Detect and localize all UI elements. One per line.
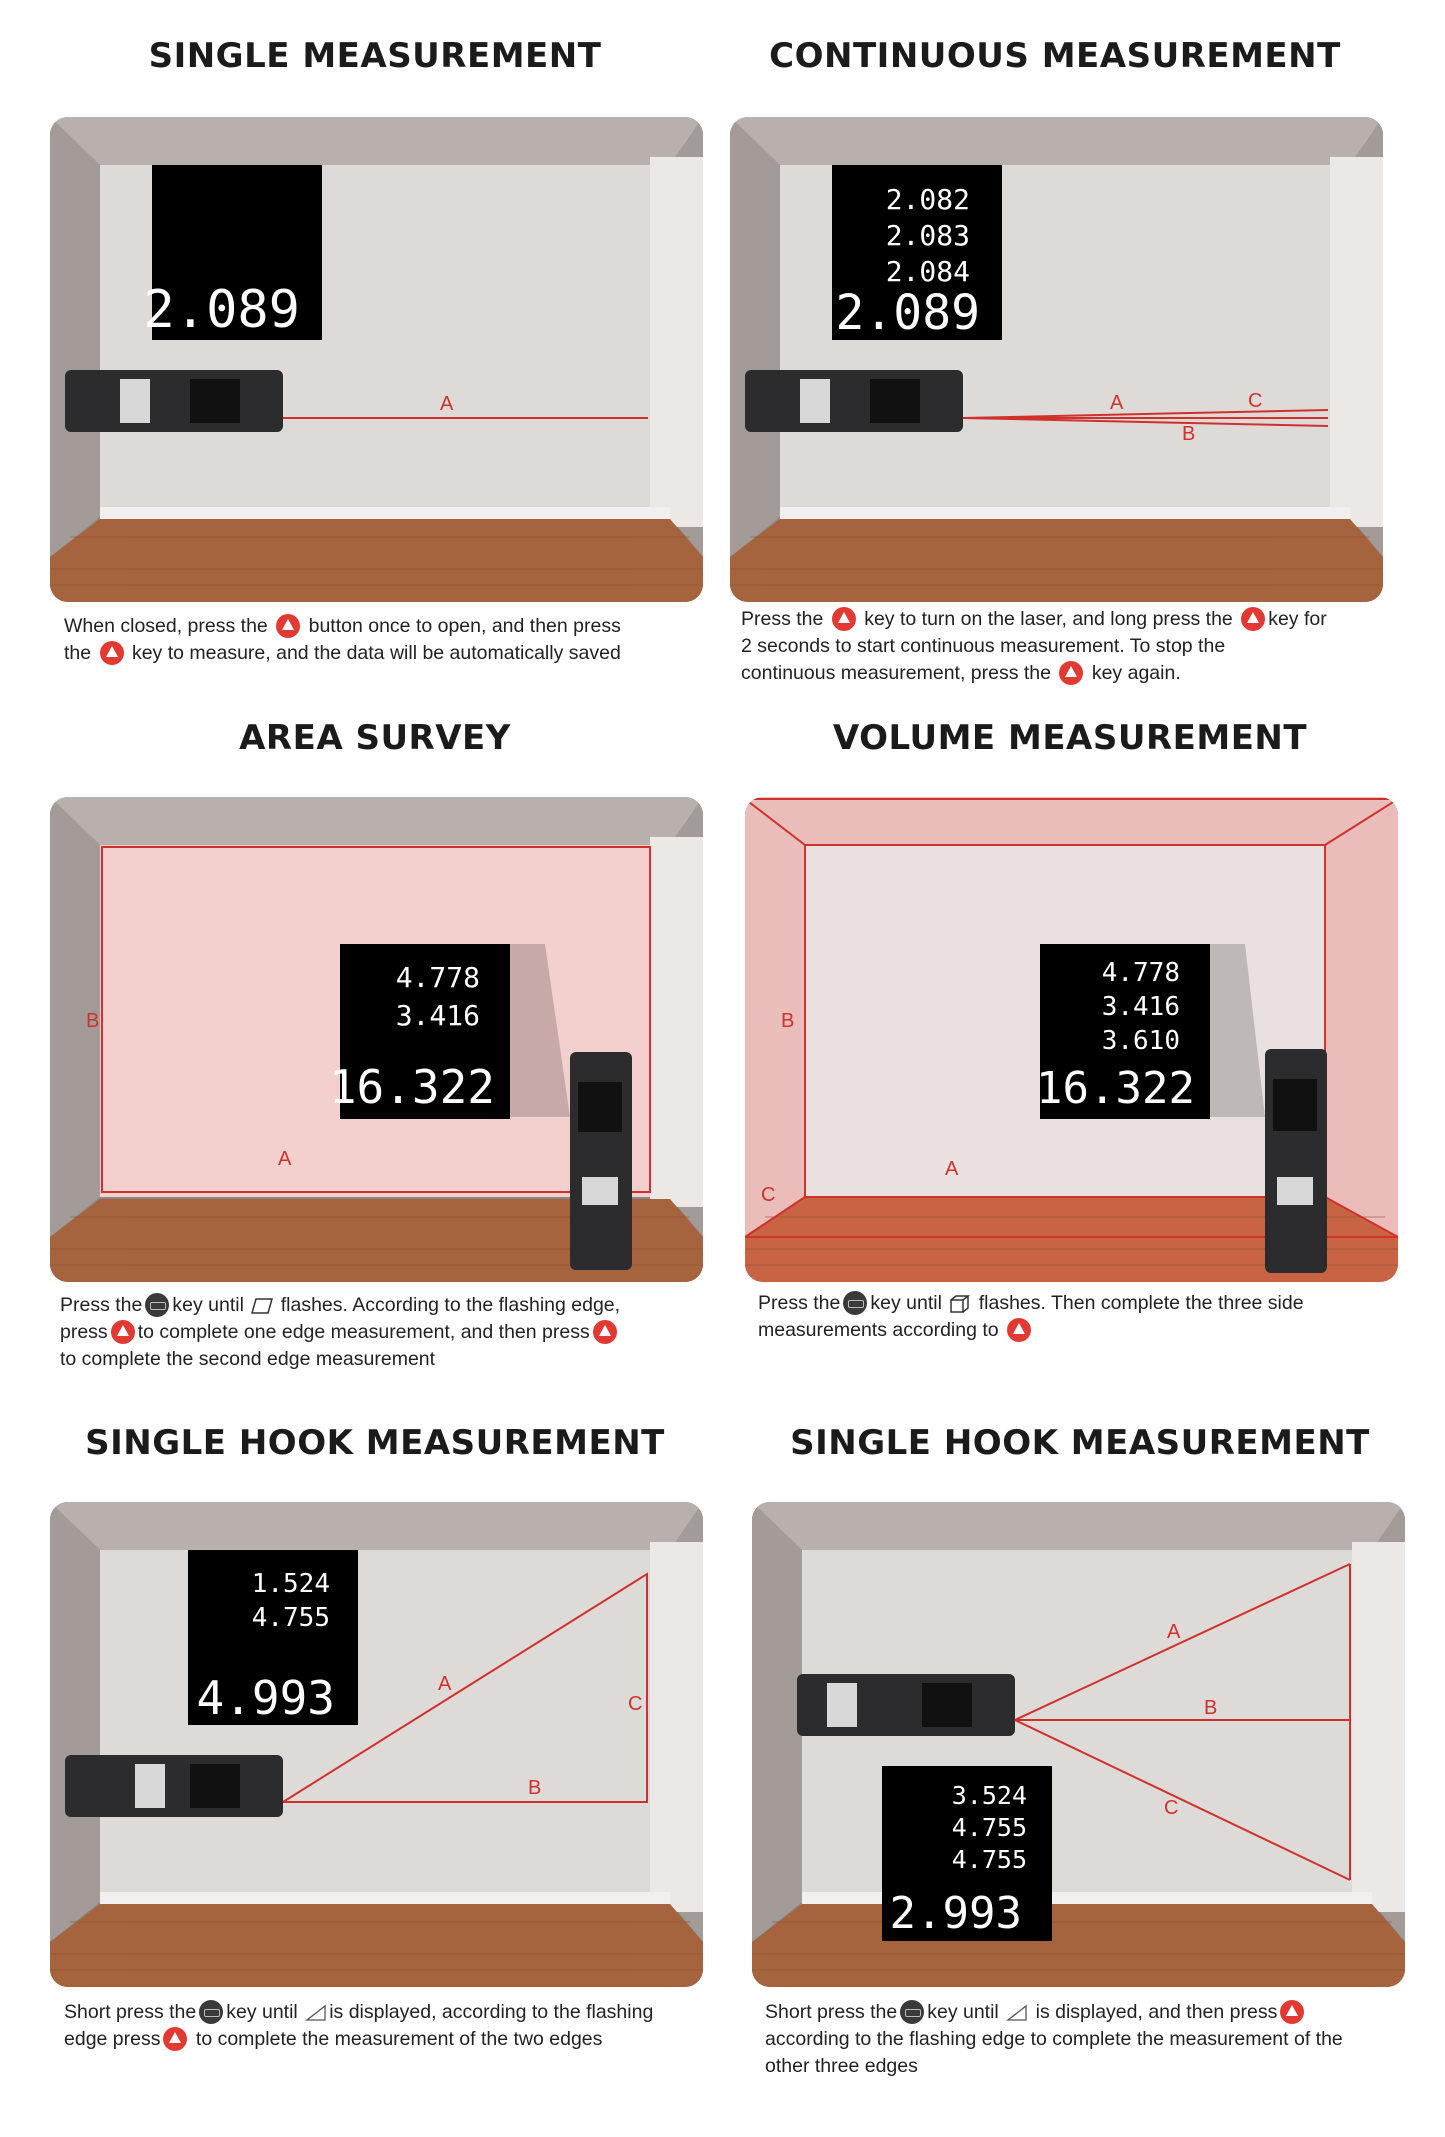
- caption-text: key until: [870, 1291, 948, 1314]
- edge-label-b: B: [528, 1777, 542, 1799]
- lcd-reading-3: 4.755: [951, 1845, 1027, 1874]
- lcd-reading-1: 3.524: [951, 1781, 1027, 1810]
- mode-key-icon: [145, 1293, 169, 1317]
- lcd-reading-main: 2.089: [835, 285, 980, 341]
- edge-label-b: B: [1204, 1697, 1218, 1719]
- caption-text: to complete the second edge measurement: [60, 1347, 436, 1370]
- illustration-volume: [745, 797, 1398, 1282]
- caption-text: 2 seconds to start continuous measurement. To stop the: [741, 634, 1226, 657]
- edge-label-c: C: [628, 1693, 643, 1715]
- caption-continuous-measurement: [741, 605, 1391, 686]
- caption-text: key to measure, and the data will be automatically saved: [126, 641, 621, 664]
- panel-title-volume-measurement: VOLUME MEASUREMENT: [832, 718, 1308, 758]
- caption-text: other three edges: [765, 2054, 918, 2077]
- caption-text: key for: [1268, 607, 1327, 630]
- lcd-reading-3: 2.084: [885, 255, 970, 288]
- caption-text: key until: [172, 1293, 250, 1316]
- caption-single-hook-two-edges: [64, 1998, 724, 2052]
- scene-area-survey: [50, 797, 703, 1282]
- measure-key-icon: [1007, 1318, 1031, 1342]
- lcd-reading-1: 4.778: [1101, 958, 1180, 988]
- scene-volume-measurement: [745, 797, 1398, 1282]
- lcd-reading-1: 1.524: [251, 1569, 330, 1599]
- measure-key-icon: [276, 614, 300, 638]
- scene-single-hook-two-edges: [50, 1502, 703, 1987]
- lcd-reading-main: 2.993: [889, 1888, 1022, 1939]
- mode-key-icon: [900, 2000, 924, 2024]
- measure-key-icon: [100, 641, 124, 665]
- caption-text: to complete one edge measurement, and then press: [137, 1320, 590, 1343]
- hook-mode-icon: [1004, 2001, 1030, 2023]
- edge-label-c: C: [761, 1184, 776, 1206]
- scene-single-hook-three-edges: [752, 1502, 1405, 1987]
- caption-text: Press the: [758, 1291, 841, 1314]
- caption-text: measurements according to: [758, 1318, 1005, 1341]
- caption-single-hook-three-edges: [765, 1998, 1415, 2079]
- illustration-area: [50, 797, 703, 1282]
- panel-title-single-hook-measurement-2: SINGLE HOOK MEASUREMENT: [790, 1423, 1370, 1463]
- caption-text: according to the flashing edge to complete the measurement of the: [765, 2027, 1343, 2050]
- edge-label-c: C: [1164, 1797, 1179, 1819]
- illustration-hook-three: [752, 1502, 1405, 1987]
- caption-text: to complete the measurement of the two edges: [190, 2027, 603, 2050]
- caption-text: edge press: [64, 2027, 161, 2050]
- panel-title-single-measurement: SINGLE MEASUREMENT: [148, 36, 602, 76]
- panel-title-single-hook-measurement: SINGLE HOOK MEASUREMENT: [85, 1423, 665, 1463]
- caption-text: is displayed, according to the flashing: [329, 2000, 654, 2023]
- lcd-reading-main: 16.322: [328, 1060, 495, 1114]
- caption-text: continuous measurement, press the: [741, 661, 1057, 684]
- lcd-reading-main: 4.993: [196, 1671, 335, 1725]
- caption-text: the: [64, 641, 97, 664]
- edge-label-b: B: [1182, 423, 1196, 445]
- measure-key-icon: [1059, 661, 1083, 685]
- edge-label-a: A: [440, 393, 454, 415]
- caption-volume-measurement: [758, 1289, 1398, 1343]
- caption-text: Short press the: [64, 2000, 197, 2023]
- edge-label-b: B: [781, 1010, 795, 1032]
- lcd-reading-2: 3.416: [395, 999, 480, 1032]
- illustration-single: [50, 117, 703, 602]
- edge-label-a: A: [1110, 392, 1124, 414]
- measure-key-icon: [1280, 2000, 1304, 2024]
- lcd-reading-2: 2.083: [885, 219, 970, 252]
- caption-text: is displayed, and then press: [1030, 2000, 1278, 2023]
- caption-text: key until: [927, 2000, 1005, 2023]
- hook-mode-icon: [303, 2001, 329, 2023]
- mode-key-icon: [843, 1291, 867, 1315]
- measure-key-icon: [593, 1320, 617, 1344]
- caption-text: press: [60, 1320, 108, 1343]
- edge-label-a: A: [1167, 1621, 1181, 1643]
- caption-text: flashes. Then complete the three side: [973, 1291, 1304, 1314]
- caption-text: Press the: [741, 607, 829, 630]
- lcd-reading-2: 4.755: [251, 1603, 330, 1633]
- edge-label-a: A: [945, 1158, 959, 1180]
- lcd-reading-2: 4.755: [951, 1813, 1027, 1842]
- measure-key-icon: [111, 1320, 135, 1344]
- lcd-reading-2: 3.416: [1101, 992, 1180, 1022]
- caption-text: Press the: [60, 1293, 143, 1316]
- caption-text: key to turn on the laser, and long press the: [858, 607, 1239, 630]
- caption-text: key until: [226, 2000, 304, 2023]
- measure-key-icon: [1241, 607, 1265, 631]
- measure-key-icon: [163, 2027, 187, 2051]
- lcd-reading-3: 3.610: [1101, 1026, 1180, 1056]
- illustration-continuous: [730, 117, 1383, 602]
- edge-label-a: A: [278, 1148, 292, 1170]
- caption-single-measurement: [64, 612, 704, 666]
- lcd-reading-1: 4.778: [395, 961, 480, 994]
- area-mode-icon: [249, 1294, 275, 1316]
- illustration-hook-two: [50, 1502, 703, 1987]
- scene-continuous-measurement: [730, 117, 1383, 602]
- caption-area-survey: [60, 1291, 720, 1372]
- scene-single-measurement: [50, 117, 703, 602]
- panel-title-continuous-measurement: CONTINUOUS MEASUREMENT: [769, 36, 1341, 76]
- caption-text: button once to open, and then press: [303, 614, 621, 637]
- panel-title-area-survey: AREA SURVEY: [239, 718, 511, 758]
- edge-label-c: C: [1248, 390, 1263, 412]
- measure-key-icon: [832, 607, 856, 631]
- lcd-reading-main: 2.089: [143, 280, 300, 340]
- mode-key-icon: [199, 2000, 223, 2024]
- edge-label-b: B: [86, 1010, 100, 1032]
- edge-label-a: A: [438, 1673, 452, 1695]
- lcd-reading-1: 2.082: [885, 183, 970, 216]
- volume-mode-icon: [947, 1292, 973, 1314]
- caption-text: Short press the: [765, 2000, 898, 2023]
- caption-text: When closed, press the: [64, 614, 274, 637]
- caption-text: flashes. According to the flashing edge,: [275, 1293, 621, 1316]
- lcd-reading-main: 16.322: [1036, 1063, 1195, 1114]
- caption-text: key again.: [1086, 661, 1181, 684]
